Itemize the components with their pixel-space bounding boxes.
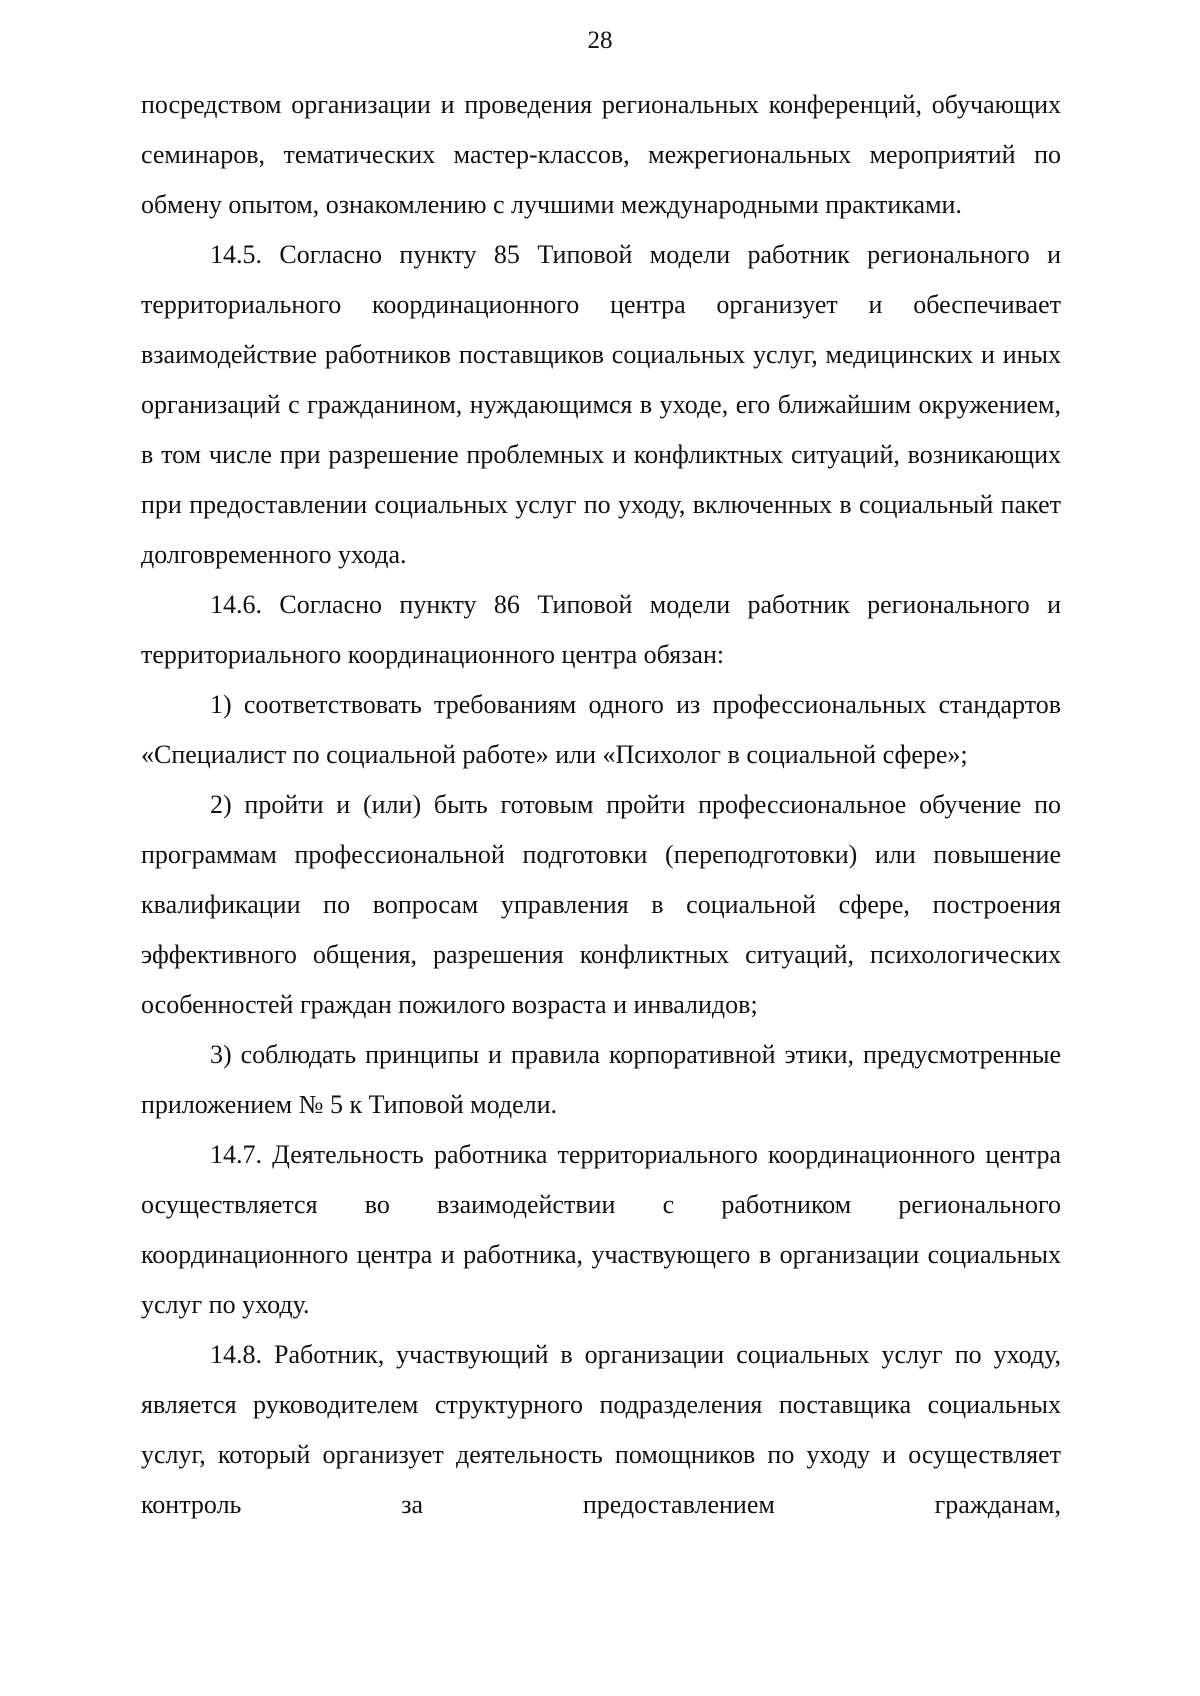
list-item-1: 1) соответствовать требованиям одного из профессиональных стандартов «Специалист по социальной работе» или «Психолог в социальной сфере»; [141,690,1061,769]
paragraph-14-5: 14.5. Согласно пункту 85 Типовой модели работник регионального и территориального координационного центра организует и обеспечивает взаимодействие работников поставщиков социальных услуг, медицинских и иных организаций с гражданином, нуждающимся в уходе, его ближайшим окружением, в том числе при разрешение проблемных и конфликтных ситуаций, возникающих при предоставлении социальных услуг по уходу, включенных в социальный пакет долговременного ухода. [141,240,1061,569]
paragraph-14-8: 14.8. Работник, участвующий в организации социальных услуг по уходу, является руководителем структурного подразделения поставщика социальных услуг, который организует деятельность помощников по уходу и осуществляет контроль за предоставлением гражданам, [141,1340,1061,1519]
page-number: 28 [587,27,613,54]
list-item-3: 3) соблюдать принципы и правила корпоративной этики, предусмотренные приложением № 5 к Типовой модели. [141,1040,1061,1119]
paragraph-continuation: посредством организации и проведения региональных конференций, обучающих семинаров, тематических мастер-классов, межрегиональных мероприятий по обмену опытом, ознакомлению с лучшими международными практиками. [141,90,1061,219]
paragraph-14-7: 14.7. Деятельность работника территориального координационного центра осуществляется во взаимодействии с работником регионального координационного центра и работника, участвующего в организации социальных услуг по уходу. [141,1140,1061,1319]
paragraph-14-6: 14.6. Согласно пункту 86 Типовой модели работник регионального и территориального координационного центра обязан: [141,590,1061,669]
list-item-2: 2) пройти и (или) быть готовым пройти профессиональное обучение по программам профессиональной подготовки (переподготовки) или повышение квалификации по вопросам управления в социальной сфере, построения эффективного общения, разрешения конфликтных ситуаций, психологических особенностей граждан пожилого возраста и инвалидов; [141,790,1061,1019]
document-body [141,80,1061,1530]
